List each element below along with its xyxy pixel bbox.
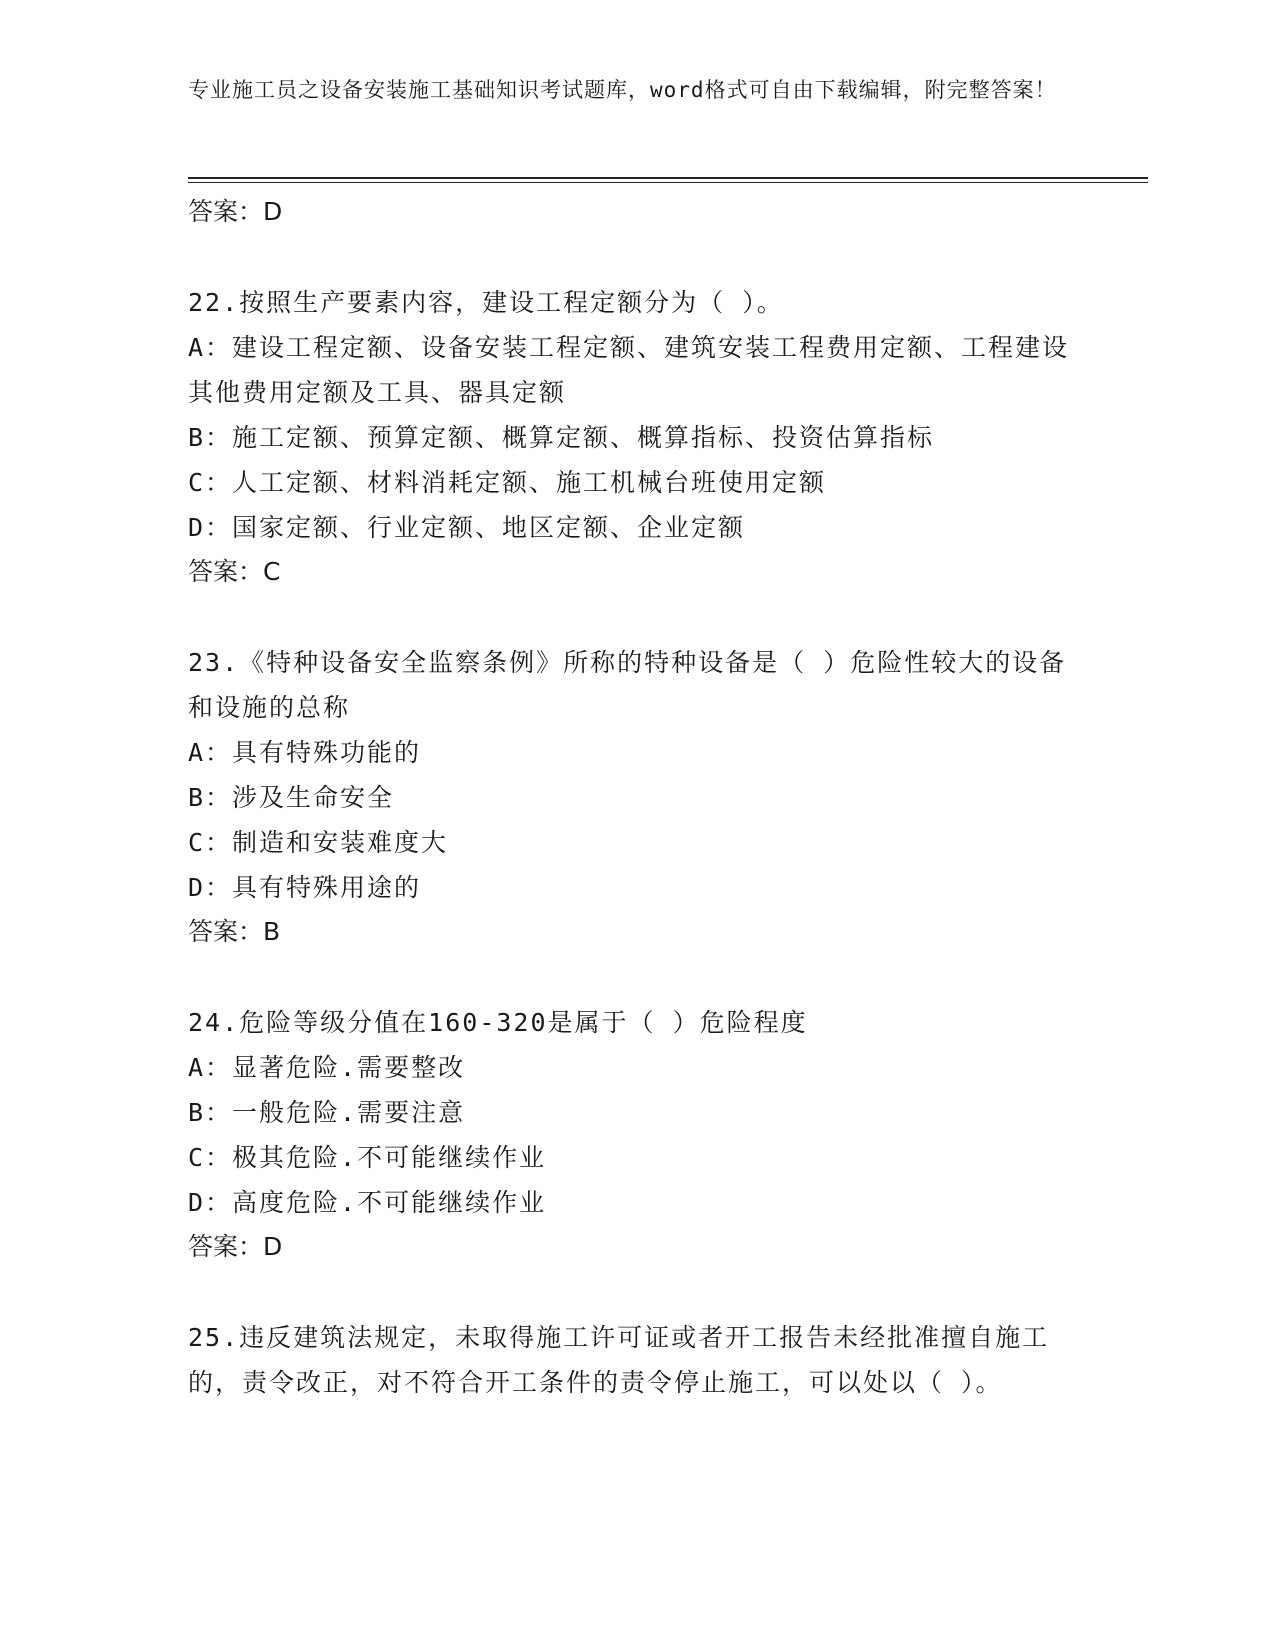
option-a: A：具有特殊功能的 <box>188 738 422 767</box>
option-b: B：一般危险.需要注意 <box>188 1098 466 1127</box>
option-a: A：建设工程定额、设备安装工程定额、建筑安装工程费用定额、工程建设其他费用定额及工具、器具定额 <box>188 333 1070 407</box>
header-rule-thick <box>188 177 1148 179</box>
header-rule-thin <box>188 182 1148 183</box>
option-c: C：人工定额、材料消耗定额、施工机械台班使用定额 <box>188 468 827 497</box>
option-d: D：高度危险.不可能继续作业 <box>188 1188 547 1217</box>
question-text: 25.违反建筑法规定，未取得施工许可证或者开工报告未经批准擅自施工的，责令改正，对不符合开工条件的责令停止施工，可以处以（ ）。 <box>188 1323 1050 1397</box>
option-a: A：显著危险.需要整改 <box>188 1053 466 1082</box>
answer-label: 答案：C <box>188 557 281 586</box>
answer-label: 答案：D <box>188 197 283 226</box>
answer-label: 答案：B <box>188 917 281 946</box>
option-c: C：制造和安装难度大 <box>188 828 449 857</box>
question-24 <box>188 1000 1088 1269</box>
question-25 <box>188 1315 1088 1405</box>
page-header: 专业施工员之设备安装施工基础知识考试题库，word格式可自由下载编辑，附完整答案！ <box>188 78 1057 102</box>
answer-label: 答案：D <box>188 1232 283 1261</box>
option-b: B：涉及生命安全 <box>188 783 395 812</box>
question-23 <box>188 640 1088 954</box>
document-body <box>188 190 1088 1405</box>
question-text: 24.危险等级分值在160-320是属于（ ）危险程度 <box>188 1008 808 1037</box>
question-text: 23.《特种设备安全监察条例》所称的特种设备是（ ）危险性较大的设备和设施的总称 <box>188 648 1067 722</box>
question-text: 22.按照生产要素内容，建设工程定额分为（ ）。 <box>188 288 784 317</box>
option-d: D：具有特殊用途的 <box>188 873 422 902</box>
option-d: D：国家定额、行业定额、地区定额、企业定额 <box>188 513 746 542</box>
question-22 <box>188 280 1088 594</box>
option-b: B：施工定额、预算定额、概算定额、概算指标、投资估算指标 <box>188 423 935 452</box>
option-c: C：极其危险.不可能继续作业 <box>188 1143 547 1172</box>
